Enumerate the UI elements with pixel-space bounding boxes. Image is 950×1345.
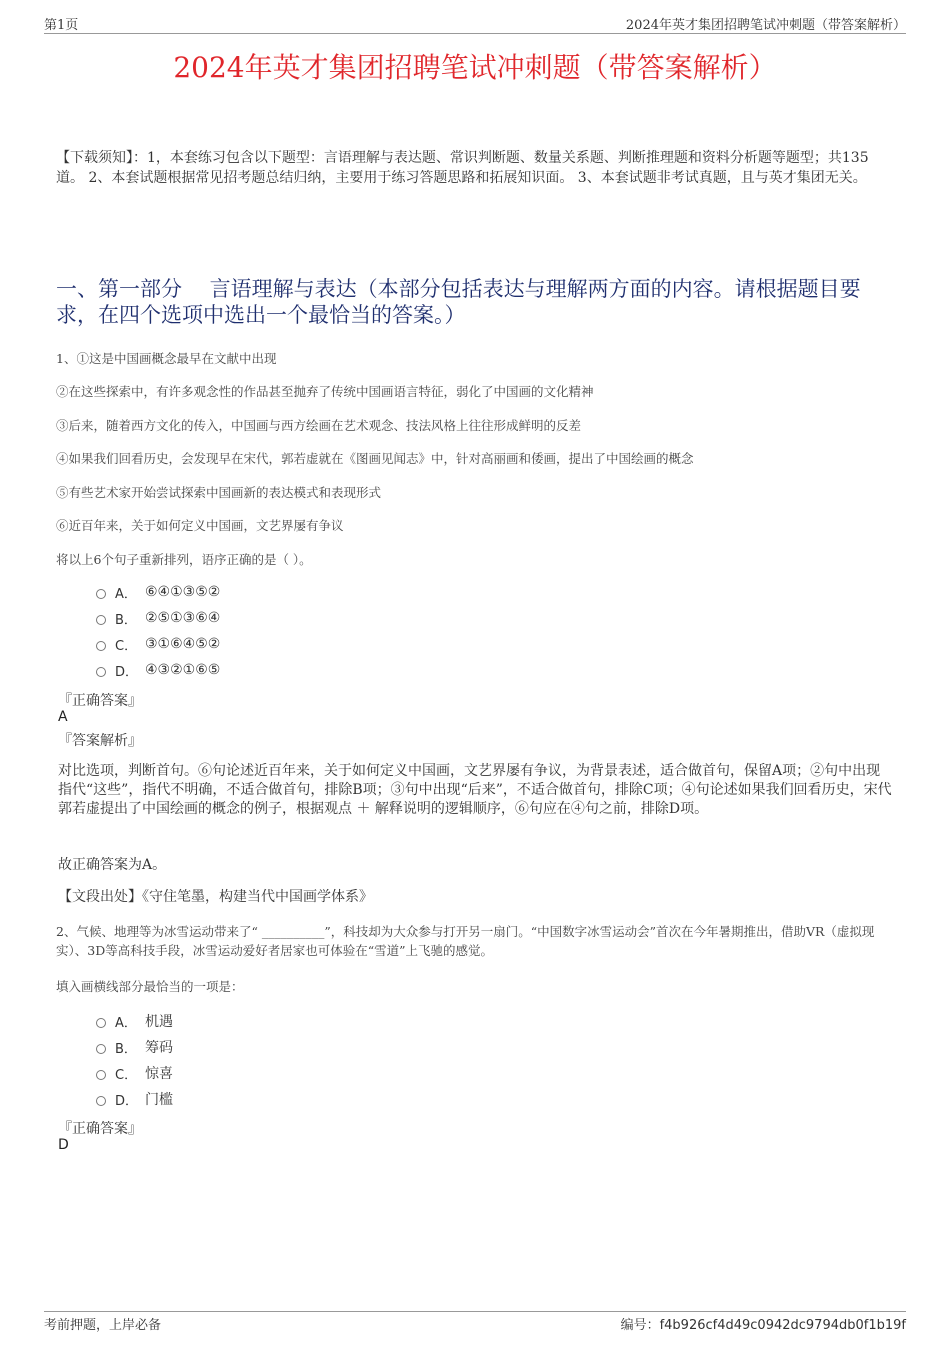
- footer-divider: [44, 1311, 906, 1312]
- section-title: 一、第一部分 言语理解与表达（本部分包括表达与理解两方面的内容。请根据题目要求，在四个选项中选出一个最恰当的答案。）: [56, 277, 861, 327]
- q2-stem: 2、气候、地理等为冰雪运动带来了“ __________”，科技却为大众参与打开另一扇门。“中国数字冰雪运动会”首次在今年暑期推出，借助VR（虚拟现实）、3D等高科技手段，冰雪运动爱好者居家也可体验在“雪道”上飞驰的感觉。: [56, 924, 875, 958]
- option-letter: C．: [115, 1067, 138, 1083]
- q1-analysis: 对比选项，判断首句。⑥句论述近百年来，关于如何定义中国画，文艺界屡有争议，为背景表述，适合做首句，保留A项；②句中出现指代“这些”，指代不明确，不适合做首句，排除B项；③句中出现“后来”，不适合做首句，排除C项；④句论述如果我们回看历史，宋代郭若虚提出了中国绘画的概念的例子，根据观点 ＋ 解释说明的逻辑顺序，⑥句应在④句之前，排除D项。: [58, 763, 892, 817]
- q2-answer: D: [58, 1137, 69, 1153]
- option-letter: B．: [115, 612, 137, 628]
- q1-answer: A: [58, 709, 68, 725]
- q2-option-c[interactable]: [96, 1060, 173, 1086]
- option-text: ③①⑥④⑤②: [145, 636, 221, 652]
- page-number: 第1页: [44, 18, 79, 33]
- q1-sentence: ②在这些探索中，有许多观念性的作品甚至抛弃了传统中国画语言特征，弱化了中国画的文化精神: [56, 384, 594, 399]
- radio-button-icon[interactable]: [96, 667, 106, 677]
- q1-option-d[interactable]: [96, 657, 220, 683]
- download-notice: 【下载须知】：1，本套练习包含以下题型：言语理解与表达题、常识判断题、数量关系题、判断推理题和资料分析题等题型；共135道。 2、本套试题根据常见招考题总结归纳，主要用于练习答题思路和拓展知识面。 3、本套试题非考试真题，且与英才集团无关。: [56, 150, 869, 186]
- q1-answer-label: 『正确答案』: [58, 693, 142, 709]
- document-title: 2024年英才集团招聘笔试冲刺题（带答案解析）: [173, 51, 777, 84]
- option-text: ④③②①⑥⑤: [145, 662, 221, 678]
- option-letter: B．: [115, 1041, 137, 1057]
- q1-sentence: 1、①这是中国画概念最早在文献中出现: [56, 351, 277, 366]
- q1-sentence: ⑤有些艺术家开始尝试探索中国画新的表达模式和表现形式: [56, 485, 382, 500]
- radio-button-icon[interactable]: [96, 641, 106, 651]
- option-letter: C．: [115, 638, 138, 654]
- q1-sentence: ③后来，随着西方文化的传入，中国画与西方绘画在艺术观念、技法风格上往往形成鲜明的反差: [56, 418, 582, 433]
- q1-options: [96, 579, 220, 683]
- option-text: ②⑤①③⑥④: [145, 610, 221, 626]
- header-divider: [44, 33, 906, 34]
- header-doc-title: 2024年英才集团招聘笔试冲刺题（带答案解析）: [625, 18, 906, 33]
- radio-button-icon[interactable]: [96, 1044, 106, 1054]
- q2-answer-label: 『正确答案』: [58, 1121, 142, 1137]
- option-text: 机遇: [145, 1014, 173, 1030]
- q1-sentence: ⑥近百年来，关于如何定义中国画，文艺界屡有争议: [56, 518, 344, 533]
- option-text: 筹码: [145, 1040, 173, 1056]
- q2-option-d[interactable]: [96, 1086, 173, 1112]
- q2-option-b[interactable]: [96, 1034, 173, 1060]
- option-letter: D．: [115, 1093, 139, 1109]
- q1-source: 【文段出处】《守住笔墨，构建当代中国画学体系》: [58, 889, 373, 905]
- footer-slogan: 考前押题，上岸必备: [44, 1318, 162, 1333]
- option-text: 门槛: [145, 1092, 173, 1108]
- option-letter: D．: [115, 664, 139, 680]
- radio-button-icon[interactable]: [96, 589, 106, 599]
- q1-option-c[interactable]: [96, 631, 220, 657]
- q2-options: [96, 1008, 173, 1112]
- q1-conclusion: 故正确答案为A。: [58, 857, 167, 873]
- radio-button-icon[interactable]: [96, 1070, 106, 1080]
- q1-sentence: ④如果我们回看历史，会发现早在宋代，郭若虚就在《图画见闻志》中，针对高丽画和倭画，提出了中国绘画的概念: [56, 451, 694, 466]
- option-text: ⑥④①③⑤②: [145, 584, 221, 600]
- q1-prompt: 将以上6个句子重新排列，语序正确的是（ ）。: [56, 552, 312, 567]
- q2-prompt: 填入画横线部分最恰当的一项是：: [56, 979, 244, 994]
- radio-button-icon[interactable]: [96, 615, 106, 625]
- option-letter: A．: [115, 586, 137, 602]
- footer-code: 编号：f4b926cf4d49c0942dc9794db0f1b19f: [620, 1318, 906, 1333]
- q2-option-a[interactable]: [96, 1008, 173, 1034]
- radio-button-icon[interactable]: [96, 1018, 106, 1028]
- option-text: 惊喜: [145, 1066, 173, 1082]
- q1-analysis-label: 『答案解析』: [58, 733, 142, 749]
- q1-option-a[interactable]: [96, 579, 220, 605]
- q1-option-b[interactable]: [96, 605, 220, 631]
- option-letter: A．: [115, 1015, 137, 1031]
- radio-button-icon[interactable]: [96, 1096, 106, 1106]
